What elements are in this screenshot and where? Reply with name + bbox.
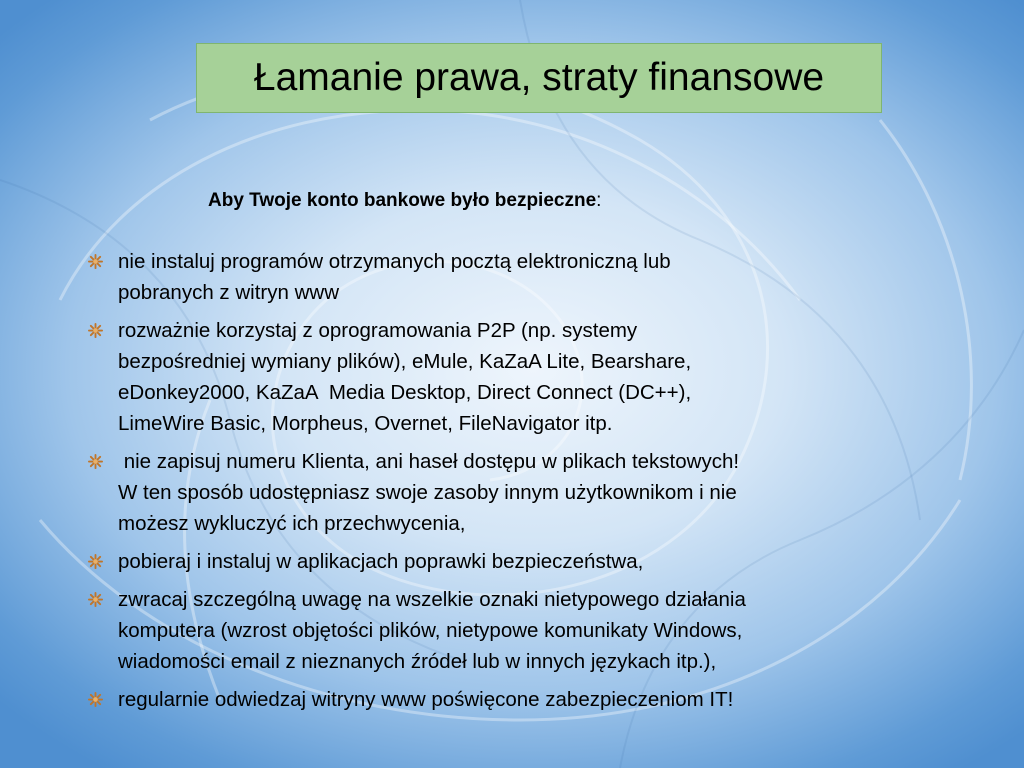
bullet-line: eDonkey2000, KaZaA Media Desktop, Direct Connect (DC++),: [118, 381, 692, 404]
bullet-line: LimeWire Basic, Morpheus, Overnet, FileNavigator itp.: [118, 412, 613, 435]
bullet-line: W ten sposób udostępniasz swoje zasoby innym użytkownikom i nie: [118, 481, 737, 504]
bullet-text: [118, 246, 671, 308]
star-burst-icon: [88, 584, 118, 615]
bullet-line: zwracaj szczególną uwagę na wszelkie oznaki nietypowego działania: [118, 588, 746, 611]
bullet-line: wiadomości email z nieznanych źródeł lub w innych językach itp.),: [118, 650, 717, 673]
star-burst-icon: [88, 315, 118, 346]
bullet-line: rozważnie korzystaj z oprogramowania P2P (np. systemy: [118, 319, 638, 342]
bullet-line: nie instaluj programów otrzymanych pocztą elektroniczną lub: [118, 250, 671, 273]
intro-heading-colon: :: [596, 190, 602, 211]
bullet-list: [88, 246, 908, 722]
star-burst-icon: [88, 684, 118, 715]
bullet-text: [118, 684, 733, 715]
bullet-line: bezpośredniej wymiany plików), eMule, KaZaA Lite, Bearshare,: [118, 350, 692, 373]
bullet-item: [88, 446, 908, 539]
bullet-line: pobranych z witryn www: [118, 281, 340, 304]
bullet-line: nie zapisuj numeru Klienta, ani haseł dostępu w plikach tekstowych!: [118, 450, 740, 473]
star-burst-icon: [88, 246, 118, 277]
bullet-item: [88, 315, 908, 439]
intro-heading-bold: Aby Twoje konto bankowe było bezpieczne: [208, 190, 597, 211]
bullet-line: pobieraj i instaluj w aplikacjach poprawki bezpieczeństwa,: [118, 550, 644, 573]
bullet-item: [88, 584, 908, 677]
slide-title-box: [196, 43, 882, 113]
star-burst-icon: [88, 546, 118, 577]
bullet-line: komputera (wzrost objętości plików, nietypowe komunikaty Windows,: [118, 619, 743, 642]
bullet-item: [88, 246, 908, 308]
bullet-item: [88, 684, 908, 715]
bullet-text: [118, 546, 643, 577]
bullet-text: [118, 315, 691, 439]
bullet-text: [118, 584, 746, 677]
bullet-item: [88, 546, 908, 577]
bullet-line: możesz wykluczyć ich przechwycenia,: [118, 512, 466, 535]
bullet-line: regularnie odwiedzaj witryny www poświęcone zabezpieczeniom IT!: [118, 688, 734, 711]
bullet-text: [118, 446, 739, 539]
intro-heading: [208, 190, 601, 212]
slide-title: Łamanie prawa, straty finansowe: [253, 56, 825, 99]
star-burst-icon: [88, 446, 118, 477]
